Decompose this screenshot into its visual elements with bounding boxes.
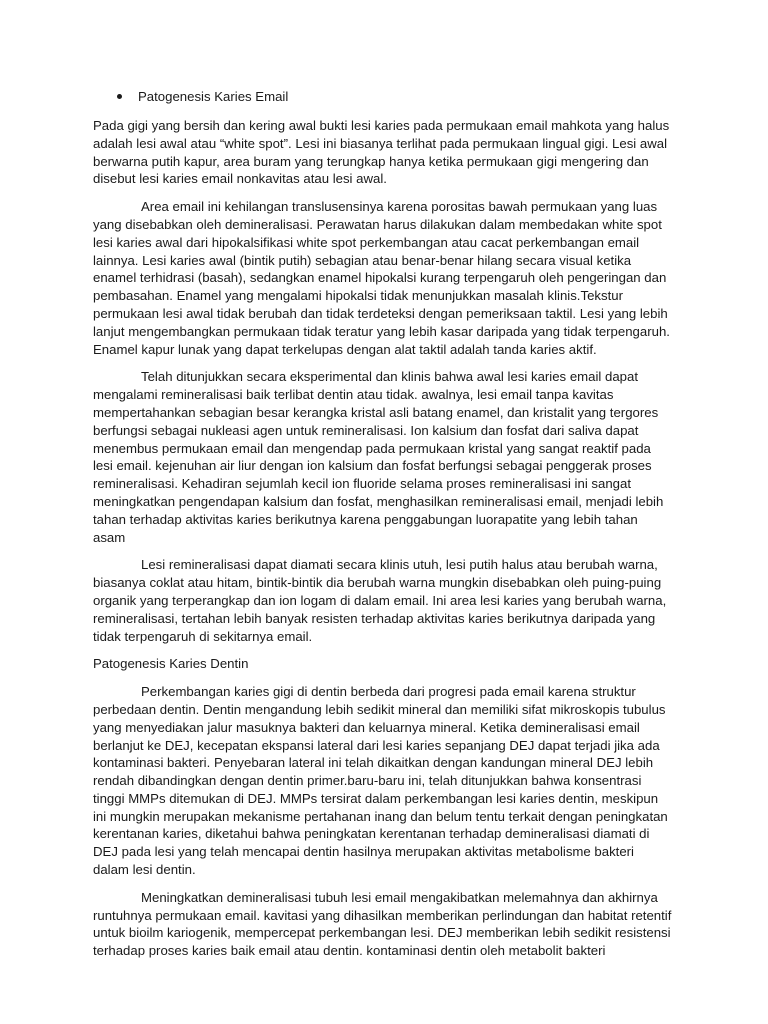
paragraph-3: Telah ditunjukkan secara eksperimental dan klinis bahwa awal lesi karies email dapat mengalami remineralisasi baik terlibat dentin atau tidak. awalnya, lesi email tanpa kavitas mempertahankan sebagian besar kerangka kristal asli batang enamel, dan kristalit yang tergores berfungsi sebagai nukleasi agen untuk remineralisasi. Ion kalsium dan fosfat dari saliva dapat menembus permukaan email dan mengendap pada permukaan kristal yang sangat reaktif pada lesi email. kejenuhan air liur dengan ion kalsium dan fosfat berfungsi sebagai penggerak proses remineralisasi. Kehadiran sejumlah kecil ion fluoride selama proses remineralisasi ini sangat meningkatkan pengendapan kalsium dan fosfat, menghasilkan remineralisasi email, menjadi lebih tahan terhadap aktivitas karies berikutnya karena penggabungan luorapatite yang lebih tahan asam bbox=[93, 369, 664, 545]
paragraph-1: Pada gigi yang bersih dan kering awal bukti lesi karies pada permukaan email mahkota yang halus adalah lesi awal atau “white spot”. Lesi ini biasanya terlihat pada permukaan lingual gigi. Lesi awal berwarna putih kapur, area buram yang terungkap hanya ketika permukaan gigi mengering dan disebut lesi karies email nonkavitas atau lesi awal. bbox=[93, 118, 670, 187]
paragraph-5: Perkembangan karies gigi di dentin berbeda dari progresi pada email karena struktur perbedaan dentin. Dentin mengandung lebih sedikit mineral dan memiliki sifat mikroskopis tubulus yang menyediakan jalur masuknya bakteri dan keluarnya mineral. Ketika demineralisasi email berlanjut ke DEJ, kecepatan ekspansi lateral dari lesi karies sepanjang DEJ dapat terjadi jika ada kontaminasi bakteri. Penyebaran lateral ini telah dikaitkan dengan kandungan mineral DEJ lebih rendah dibandingkan dengan dentin primer.baru-baru ini, telah ditunjukkan bahwa konsentrasi tinggi MMPs ditemukan di DEJ. MMPs tersirat dalam perkembangan lesi karies dentin, meskipun ini mungkin merupakan mekanisme pertahanan inang dan belum tentu terkait dengan peningkatan kerentanan karies, diketahui bahwa peningkatan kerentanan terhadap demineralisasi diamati di DEJ pada lesi yang telah mencapai dentin hasilnya merupakan aktivitas metabolisme bakteri dalam lesi dentin. bbox=[93, 684, 668, 878]
section-heading-dentin: Patogenesis Karies Dentin bbox=[93, 656, 249, 672]
section-heading-email-text: Patogenesis Karies Email bbox=[138, 89, 289, 104]
paragraph-6: Meningkatkan demineralisasi tubuh lesi email mengakibatkan melemahnya dan akhirnya runtuhnya permukaan email. kavitasi yang dihasilkan memberikan perlindungan dan habitat retentif untuk bioilm kariogenik, mempercepat perkembangan lesi. DEJ memberikan lebih sedikit resistensi terhadap proses karies baik email atau dentin. kontaminasi dentin oleh metabolit bakteri bbox=[93, 889, 672, 959]
section-heading-email bbox=[93, 88, 673, 105]
bullet-icon bbox=[117, 94, 122, 99]
paragraph-2: Area email ini kehilangan translusensinya karena porositas bawah permukaan yang luas yang disebabkan oleh demineralisasi. Perawatan harus dilakukan dalam membedakan white spot lesi karies awal dari hipokalsifikasi white spot perkembangan atau cacat perkembangan email lainnya. Lesi karies awal (bintik putih) sebagian atau benar-benar hilang secara visual ketika enamel terhidrasi (basah), sedangkan enamel hipokalsi kurang terpengaruh oleh pengeringan dan pembasahan. Enamel yang mengalami hipokalsi tidak menunjukkan masalah klinis.Tekstur permukaan lesi awal tidak berubah dan tidak terdeteksi dengan pemeriksaan taktil. Lesi yang lebih lanjut mengembangkan permukaan tidak teratur yang lebih kasar daripada yang tidak terpengaruh. Enamel kapur lunak yang dapat terkelupas dengan alat taktil adalah tanda karies aktif. bbox=[93, 199, 670, 357]
paragraph-4: Lesi remineralisasi dapat diamati secara klinis utuh, lesi putih halus atau berubah warna, biasanya coklat atau hitam, bintik-bintik dia berubah warna mungkin disebabkan oleh puing-puing organik yang terperangkap dan ion logam di dalam email. Ini area lesi karies yang berubah warna, remineralisasi, tertahan lebih banyak resisten terhadap aktivitas karies berikutnya daripada yang tidak terpengaruh di sekitarnya email. bbox=[93, 557, 667, 644]
document-page bbox=[93, 88, 673, 970]
